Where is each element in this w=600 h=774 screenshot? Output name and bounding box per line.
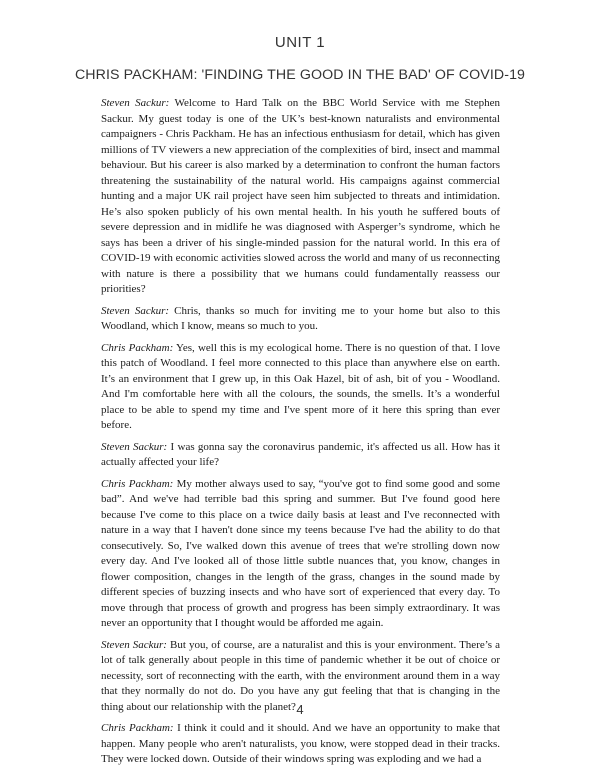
paragraph-text: But you, of course, are a naturalist and this is your environment. There’s a lot of talk generally about people in this time of pandemic whether it be out of choice or necessity, sort of reconnecting with the earth, with the environment around them in a way that they normally do not do. Do you have any gut feeling that that is changing in the thing about our relationship with the planet? bbox=[101, 638, 501, 713]
speaker-name: Steven Sackur: bbox=[101, 440, 168, 453]
paragraph-text: My mother always used to say, “you've got to find some good and some bad”. And we've had terrible bad this spring and summer. But I've found good here because I've come to this place on a twice daily basis at least and I've reconnected with nature in a way that I haven't done since my teens because I've had the ability to do that consecutively. So, I've walked down this avenue of trees that we're strolling down now every day. And I've looked all of those little subtle nuances that, you know, changes in flower composition, changes in the length of the grass, changes in the sound made by different species of buzzing insects and who have sort of experienced that every day. To move through that process of growth and progress has been simply extraordinary. It was never an opportunity that I thought would be afforded me again. bbox=[101, 477, 500, 629]
unit-heading: UNIT 1 bbox=[274, 34, 326, 51]
paragraph bbox=[101, 440, 500, 471]
paragraph bbox=[101, 304, 500, 335]
speaker-name: Steven Sackur: bbox=[101, 304, 170, 317]
transcript-body bbox=[101, 96, 500, 774]
speaker-name: Steven Sackur: bbox=[101, 638, 167, 651]
paragraph bbox=[101, 477, 500, 632]
page-number: 4 bbox=[296, 702, 304, 717]
paragraph-text: Welcome to Hard Talk on the BBC World Service with me Stephen Sackur. My guest today is one of the UK’s best-known naturalists and environmental campaigners - Chris Packham. He has an infectious enthusiasm for detail, which has given millions of TV viewers a new appreciation of the complexities of bird, insect and mammal behaviour. But his career is also marked by a determination to confront the human factors threatening the sustainability of the natural world. His campaigns against commercial hunting and a major UK rail project have seen him subjected to threats and intimidation. He’s also spoken publicly of his own mental health. In his youth he suffered bouts of severe depression and in midlife he was diagnosed with Asperger’s syndrome, which he says has been a driver of his single-minded passion for the natural world. In this era of COVID-19 with economic activities slowed across the world and many of us reconnecting with nature is there a possibility that we humans could fundamentally reassess our priorities? bbox=[101, 97, 500, 295]
paragraph-text: Yes, well this is my ecological home. There is no question of that. I love this patch of Woodland. I feel more connected to this place than anywhere else on earth. It’s an environment that I grew up, in this Oak Hazel, bit of ash, bit of you - Woodland. And I'm comfortable here with all the colours, the sounds, the smells. It’s a wonderful place to be able to spend my time and I've spent more of it here this spring than ever before. bbox=[101, 341, 501, 431]
speaker-name: Steven Sackur: bbox=[101, 97, 170, 109]
paragraph bbox=[101, 96, 500, 298]
paragraph-text: I was gonna say the coronavirus pandemic, it's affected us all. How has it actually affected your life? bbox=[101, 440, 501, 468]
speaker-name: Chris Packham: bbox=[101, 341, 174, 354]
page-title: CHRIS PACKHAM: 'FINDING THE GOOD IN THE BAD' OF COVID-19 bbox=[74, 67, 526, 83]
speaker-name: Chris Packham: bbox=[101, 477, 174, 490]
paragraph bbox=[101, 721, 500, 768]
paragraph-text: I think it could and it should. And we have an opportunity to make that happen. Many people who aren't naturalists, you know, were stopped dead in their tracks. They were locked down. Outside of their windows spring was exploding and we had a bbox=[101, 722, 501, 765]
speaker-name: Chris Packham: bbox=[101, 722, 174, 734]
paragraph bbox=[101, 341, 500, 434]
paragraph-text: Chris, thanks so much for inviting me to your home but also to this Woodland, which I know, means so much to you. bbox=[101, 304, 501, 332]
